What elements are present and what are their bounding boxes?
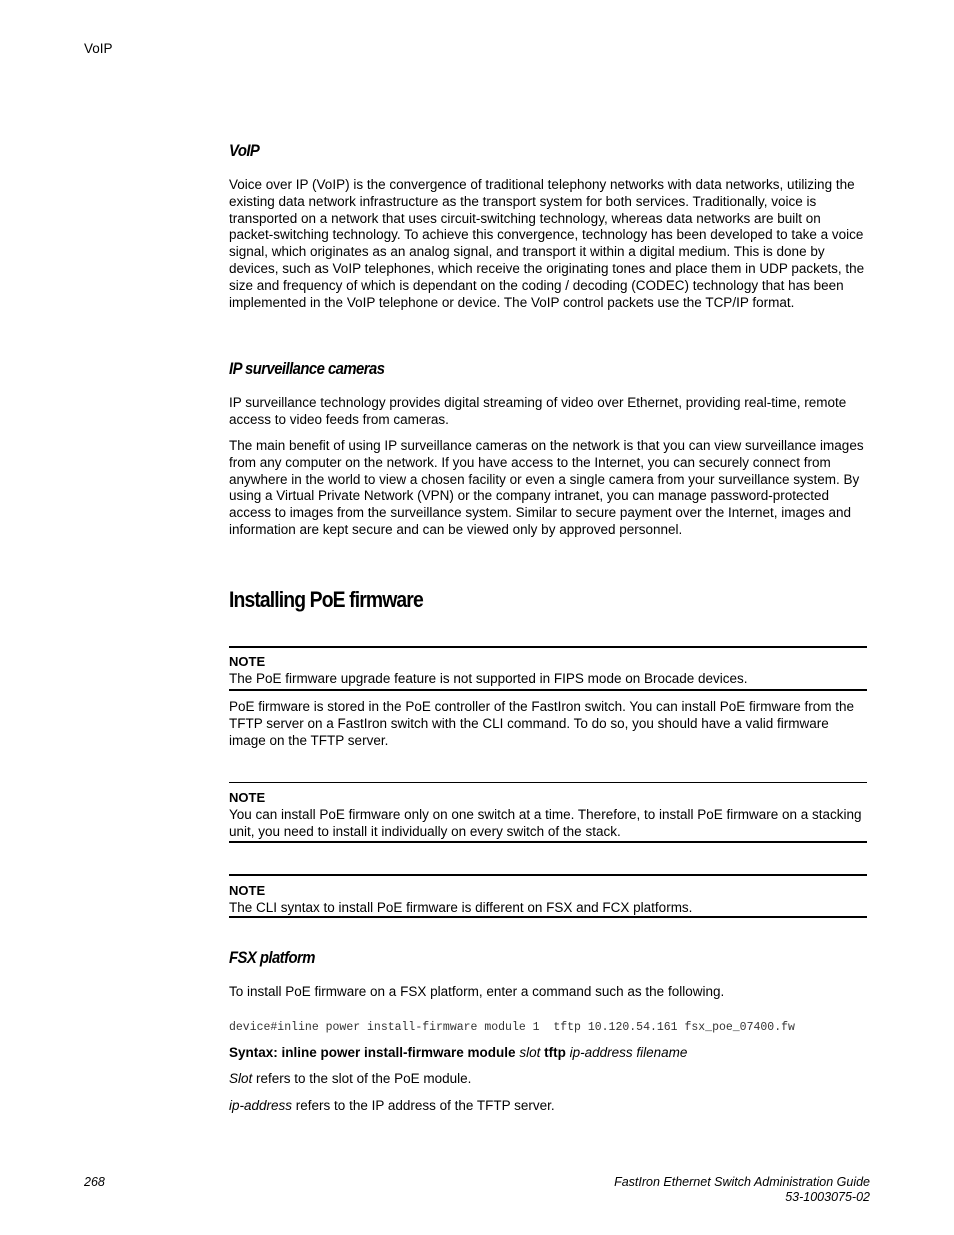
installing-body: PoE firmware is stored in the PoE controller of the FastIron switch. You can install PoE firmware from the TFTP server on a FastIron switch with the CLI command. To do so, you should have a valid firmware image on the TFTP server. — [229, 699, 855, 748]
installing-poe-heading: Installing PoE firmware — [229, 587, 423, 612]
ip-address-definition — [229, 1098, 867, 1115]
note-2-text: You can install PoE firmware only on one switch at a time. Therefore, to install PoE firmware on a stacking unit, you need to install it individually on every switch of the stack. — [229, 807, 862, 839]
running-head: VoIP — [84, 41, 113, 56]
note-1-text: The PoE firmware upgrade feature is not supported in FIPS mode on Brocade devices. — [229, 671, 748, 686]
page-number: 268 — [84, 1175, 105, 1189]
footer-doc-info — [614, 1175, 870, 1205]
slot-definition — [229, 1071, 867, 1088]
cli-command-example: device#inline power install-firmware module 1 tftp 10.120.54.161 fsx_poe_07400.fw — [229, 1021, 795, 1034]
note-2-bottom-rule — [229, 841, 867, 843]
note-3-bottom-rule — [229, 916, 867, 918]
ip-cameras-heading: IP surveillance cameras — [229, 360, 385, 378]
ip-address-term: ip-address — [229, 1098, 293, 1113]
syntax-label: Syntax: inline power install-firmware module — [229, 1045, 516, 1060]
doc-number: 53-1003075-02 — [785, 1190, 870, 1204]
syntax-args: ip-address filename — [569, 1045, 688, 1060]
fsx-intro: To install PoE firmware on a FSX platform, enter a command such as the following. — [229, 984, 725, 999]
note-3-top-rule — [229, 874, 867, 876]
note-1-label: NOTE — [229, 654, 266, 669]
note-2-label: NOTE — [229, 790, 266, 805]
ip-address-description: refers to the IP address of the TFTP server. — [295, 1098, 555, 1113]
voip-body: Voice over IP (VoIP) is the convergence of traditional telephony networks with data networks, utilizing the existing data network infrastructure as the transport system for both services. Traditionally, voice is transported on a network that uses circuit-switching technology, whereas data networks are built on packet-switching technology. To achieve this convergence, technology has been developed to take a voice signal, which originates as an analog signal, and transport it within a digital medium. This is done by devices, such as VoIP telephones, which receive the originating tones and place them in UDP packets, the size and frequency of which is dependant on the coding / decoding (CODEC) technology that has been implemented in the VoIP telephone or device. The VoIP control packets use the TCP/IP format. — [229, 177, 865, 310]
slot-description: refers to the slot of the PoE module. — [256, 1071, 472, 1086]
ip-cameras-paragraph-2: The main benefit of using IP surveillance cameras on the network is that you can view surveillance images from any computer on the network. If you have access to the Internet, you can securely connect from anywhere in the world to view a chosen facility or even a single camera from your surveillance system. By using a Virtual Private Network (VPN) or the company intranet, you can manage password-protected access to images from the surveillance system. Similar to secure payment over the Internet, images and information are kept secure and can be viewed only by approved personnel. — [229, 438, 864, 537]
note-3-text: The CLI syntax to install PoE firmware is different on FSX and FCX platforms. — [229, 900, 693, 915]
note-2-top-rule — [229, 782, 867, 783]
ip-cameras-paragraph-1: IP surveillance technology provides digital streaming of video over Ethernet, providing real-time, remote access to video feeds from cameras. — [229, 395, 847, 427]
note-1-top-rule — [229, 646, 867, 648]
syntax-slot: slot — [519, 1045, 541, 1060]
slot-term: Slot — [229, 1071, 253, 1086]
note-1-bottom-rule — [229, 689, 867, 691]
syntax-tftp: tftp — [544, 1045, 566, 1060]
note-3-label: NOTE — [229, 883, 266, 898]
syntax-line — [229, 1045, 867, 1062]
guide-title: FastIron Ethernet Switch Administration Guide — [614, 1175, 870, 1189]
fsx-heading: FSX platform — [229, 949, 315, 967]
voip-heading: VoIP — [229, 142, 260, 160]
